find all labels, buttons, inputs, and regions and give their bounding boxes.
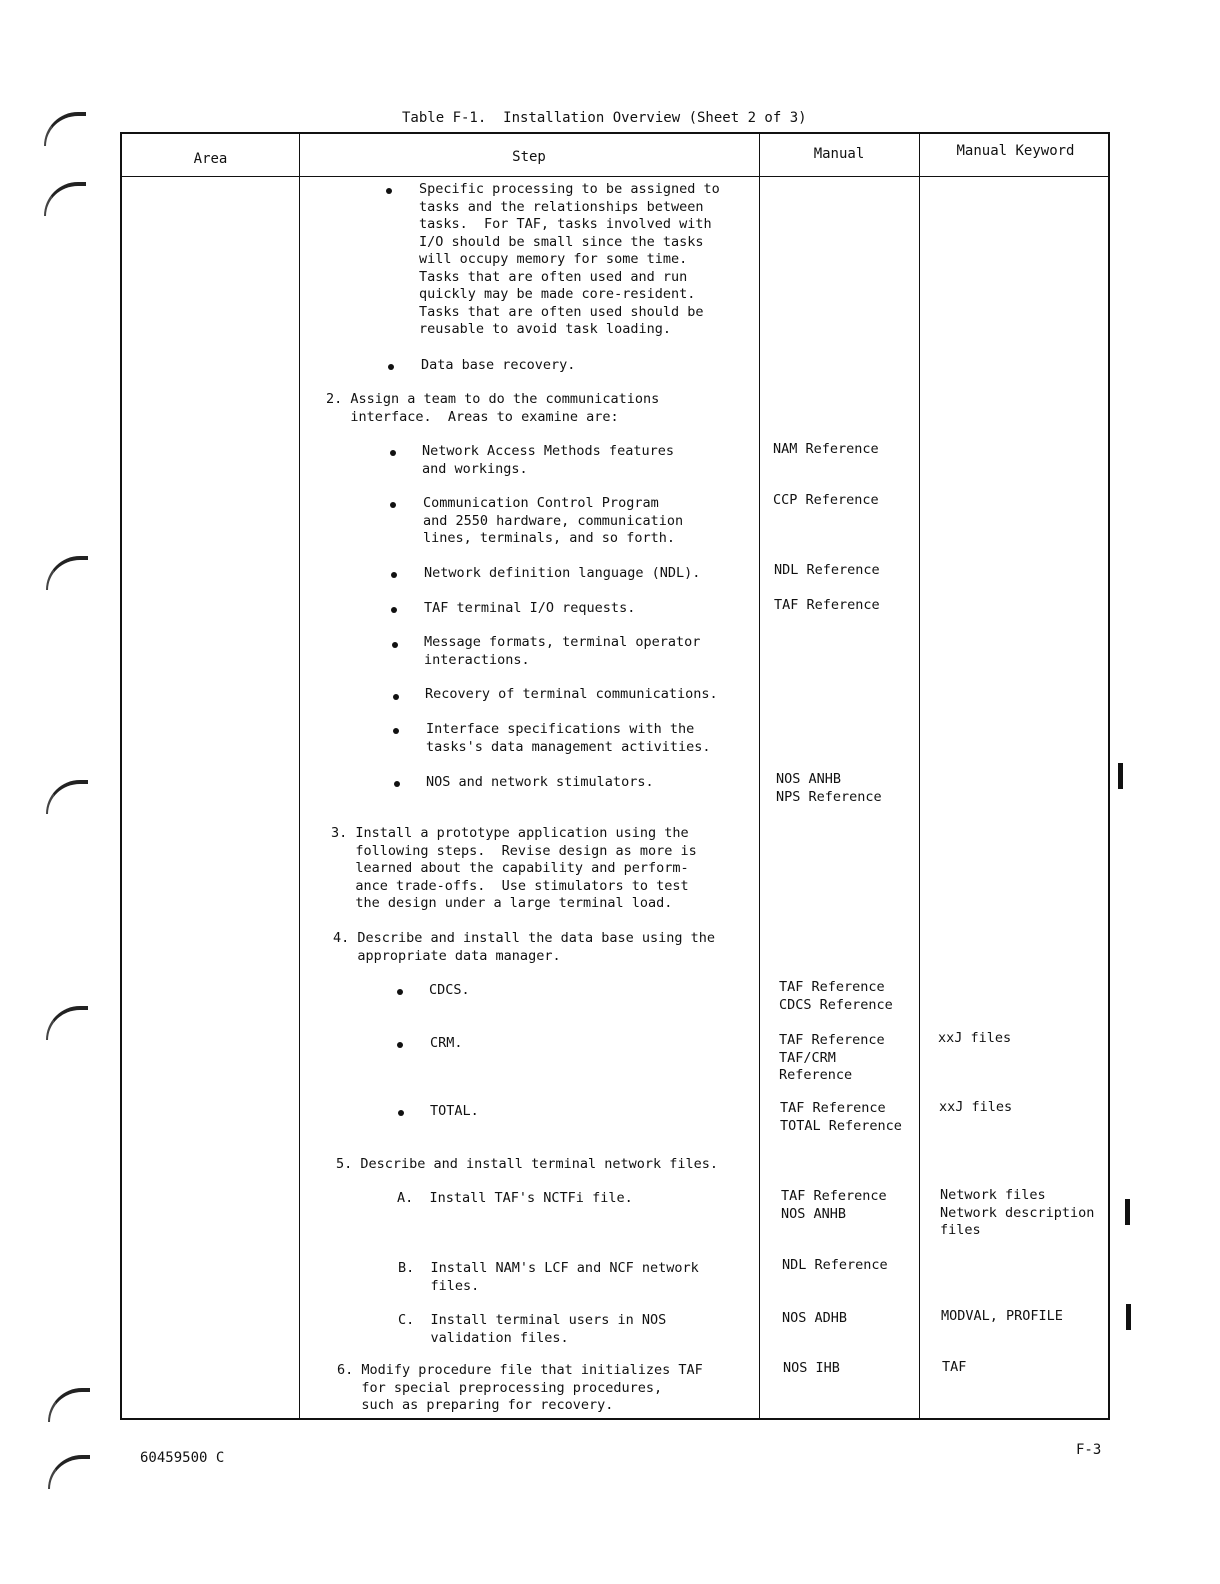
bullet [390, 502, 396, 508]
step-crm: CRM. [430, 1035, 463, 1051]
change-bar [1126, 1304, 1131, 1330]
step-total: TOTAL. [430, 1103, 479, 1119]
manual-crm: TAF Reference TAF/CRM Reference [779, 1032, 885, 1083]
step-cdcs: CDCS. [429, 982, 470, 998]
header-manual: Manual [813, 146, 865, 162]
punch-hole-mark [48, 1455, 90, 1489]
header-divider [122, 176, 1108, 177]
manual-nam: NAM Reference [773, 441, 879, 457]
bullet [390, 450, 396, 456]
step-5b: B. Install NAM's LCF and NCF network files. [398, 1260, 699, 1294]
punch-hole-mark [46, 556, 88, 590]
bullet [393, 728, 399, 734]
step-specific-processing: Specific processing to be assigned to tasks and the relationships between tasks. For TAF, tasks involved with I/O should be small since the tasks will occupy memory for some time. Tasks that are often used and run quickly may be made core-resident. Tasks that are often used should be reusable to avoid task loading. [419, 181, 720, 337]
page-number: F-3 [1076, 1442, 1102, 1458]
step-6: 6. Modify procedure file that initializes TAF for special preprocessing procedures, such as preparing for recovery. [337, 1362, 703, 1413]
step-message-formats: Message formats, terminal operator interactions. [424, 634, 701, 668]
bullet [391, 572, 397, 578]
keyword-total: xxJ files [939, 1099, 1013, 1115]
step-5: 5. Describe and install terminal network files. [336, 1156, 719, 1172]
manual-5b: NDL Reference [782, 1257, 888, 1273]
punch-hole-mark [46, 780, 88, 814]
manual-cdcs: TAF Reference CDCS Reference [779, 979, 893, 1013]
punch-hole-mark [44, 112, 86, 146]
bullet [393, 694, 399, 700]
manual-nos-nps: NOS ANHB NPS Reference [776, 771, 882, 805]
step-4: 4. Describe and install the data base using the appropriate data manager. [333, 930, 716, 964]
bullet [392, 642, 398, 648]
keyword-5a: Network files Network description files [940, 1187, 1095, 1238]
step-data-base-recovery: Data base recovery. [421, 357, 576, 373]
manual-total: TAF Reference TOTAL Reference [780, 1100, 902, 1134]
keyword-5c: MODVAL, PROFILE [941, 1308, 1063, 1324]
keyword-6: TAF [942, 1359, 967, 1375]
step-nam-features: Network Access Methods features and workings. [422, 443, 674, 477]
bullet [397, 989, 403, 995]
step-3: 3. Install a prototype application using the following steps. Revise design as more is learned about the capability and perform- ance trade-offs. Use stimulators to test the design under a large terminal load. [331, 825, 697, 911]
column-divider [919, 134, 920, 1418]
change-bar [1125, 1199, 1130, 1225]
step-ndl: Network definition language (NDL). [424, 565, 701, 581]
bullet [394, 781, 400, 787]
step-nos-stimulators: NOS and network stimulators. [426, 774, 654, 790]
header-step: Step [512, 149, 546, 165]
step-2: 2. Assign a team to do the communications interface. Areas to examine are: [326, 391, 660, 425]
step-taf-terminal-io: TAF terminal I/O requests. [424, 600, 636, 616]
punch-hole-mark [48, 1388, 90, 1422]
step-interface-specs: Interface specifications with the tasks's data management activities. [426, 721, 711, 755]
table-caption: Table F-1. Installation Overview (Sheet 2 of 3) [402, 110, 807, 126]
manual-6: NOS IHB [783, 1360, 840, 1376]
punch-hole-mark [46, 1006, 88, 1040]
manual-5c: NOS ADHB [782, 1310, 848, 1326]
header-area: Area [193, 151, 228, 167]
bullet [398, 1110, 404, 1116]
bullet [397, 1042, 403, 1048]
bullet [391, 607, 397, 613]
punch-hole-mark [44, 182, 86, 216]
header-manual-keyword: Manual Keyword [956, 143, 1075, 159]
change-bar [1118, 763, 1123, 789]
bullet [386, 188, 392, 194]
manual-ndl: NDL Reference [774, 562, 880, 578]
step-recovery-comms: Recovery of terminal communications. [425, 686, 718, 702]
manual-5a: TAF Reference NOS ANHB [781, 1188, 887, 1222]
step-5c: C. Install terminal users in NOS validation files. [398, 1312, 667, 1346]
column-divider [759, 134, 760, 1418]
document-number: 60459500 C [140, 1450, 225, 1466]
column-divider [299, 134, 300, 1418]
step-5a: A. Install TAF's NCTFi file. [397, 1190, 633, 1206]
manual-taf-io: TAF Reference [774, 597, 880, 613]
step-ccp: Communication Control Program and 2550 hardware, communication lines, terminals, and so forth. [423, 495, 684, 546]
bullet [388, 364, 394, 370]
manual-ccp: CCP Reference [773, 492, 879, 508]
keyword-crm: xxJ files [938, 1030, 1012, 1046]
